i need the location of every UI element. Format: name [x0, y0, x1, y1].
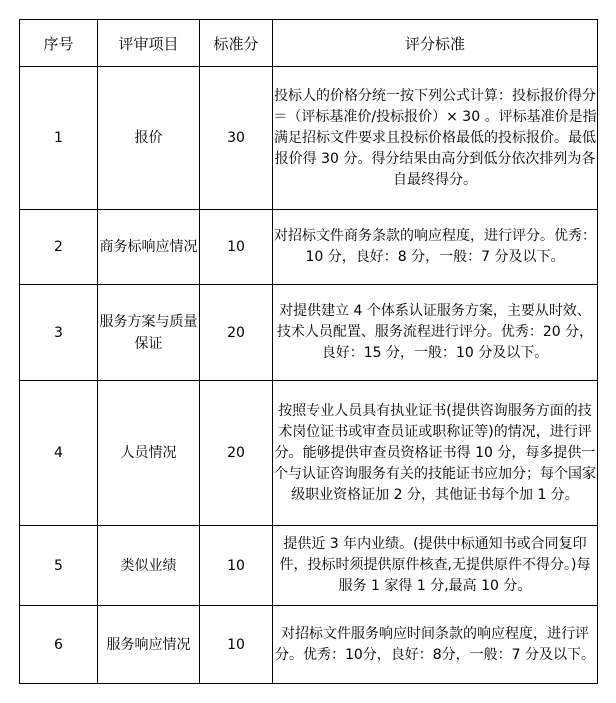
- row-item: 服务方案与质量保证: [98, 285, 200, 381]
- scoring-table: [19, 19, 598, 684]
- header-no: 序号: [20, 20, 98, 67]
- row-item: 服务响应情况: [98, 606, 200, 684]
- row-criteria: 提供近 3 年内业绩。(提供中标通知书或合同复印件，投标时须提供原件核查,无提供原件不得分。)每服务 1 家得 1 分,最高 10 分。: [273, 526, 598, 606]
- header-criteria: 评分标准: [273, 20, 598, 67]
- table-row: [20, 526, 598, 606]
- table-header-row: [20, 20, 598, 67]
- table-row: [20, 210, 598, 285]
- row-score: 20: [200, 381, 273, 526]
- row-criteria: 对招标文件商务条款的响应程度，进行评分。优秀：10 分，良好：8 分，一般：7 分及以下。: [273, 210, 598, 285]
- row-no: 3: [20, 285, 98, 381]
- row-criteria: 投标人的价格分统一按下列公式计算：投标报价得分＝（评标基准价/投标报价）× 30 。评标基准价是指满足招标文件要求且投标价格最低的投标报价。最低报价得 30 分。得分结果由高分到低分依次排列为各自最终得分。: [273, 67, 598, 210]
- table-row: [20, 381, 598, 526]
- row-score: 10: [200, 526, 273, 606]
- header-item: 评审项目: [98, 20, 200, 67]
- row-score: 20: [200, 285, 273, 381]
- row-score: 10: [200, 606, 273, 684]
- table-row: [20, 606, 598, 684]
- row-score: 10: [200, 210, 273, 285]
- row-no: 4: [20, 381, 98, 526]
- row-no: 2: [20, 210, 98, 285]
- row-criteria: 按照专业人员具有执业证书(提供咨询服务方面的技术岗位证书或审查员证或职称证等)的情况，进行评分。能够提供审查员资格证书得 10 分，每多提供一个与认证咨询服务有关的技能证书应加分；每个国家级职业资格证加 2 分，其他证书每个加 1 分。: [273, 381, 598, 526]
- row-item: 类似业绩: [98, 526, 200, 606]
- table-row: [20, 67, 598, 210]
- table-row: [20, 285, 598, 381]
- row-no: 5: [20, 526, 98, 606]
- row-no: 1: [20, 67, 98, 210]
- row-criteria: 对提供建立 4 个体系认证服务方案，主要从时效、技术人员配置、服务流程进行评分。优秀：20 分，良好：15 分，一般：10 分及以下。: [273, 285, 598, 381]
- row-item: 报价: [98, 67, 200, 210]
- row-item: 商务标响应情况: [98, 210, 200, 285]
- row-no: 6: [20, 606, 98, 684]
- row-score: 30: [200, 67, 273, 210]
- row-item: 人员情况: [98, 381, 200, 526]
- row-criteria: 对招标文件服务响应时间条款的响应程度，进行评分。优秀：10分，良好：8分，一般：7 分及以下。: [273, 606, 598, 684]
- header-score: 标准分: [200, 20, 273, 67]
